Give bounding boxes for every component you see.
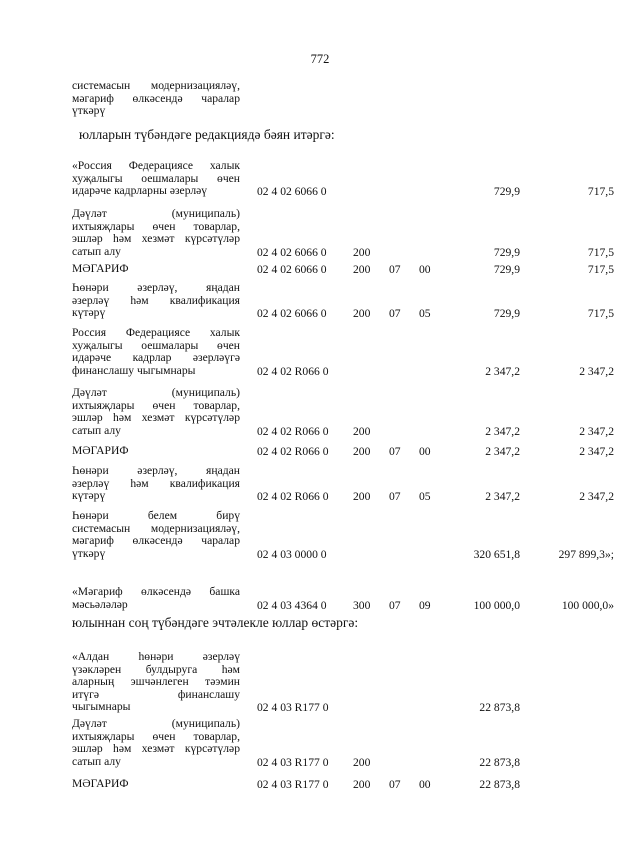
row-description-line: Һөнәри әзерләү, яңадан	[72, 464, 240, 477]
target-article-code: 02 4 03 0000 0	[257, 547, 327, 561]
expense-type-code: 200	[353, 307, 371, 321]
subsection-code: 00	[419, 778, 431, 791]
expense-type-code: 200	[353, 755, 371, 769]
target-article-code: 02 4 03 4364 0	[257, 598, 327, 612]
row-description-line: «Россия Федерациясе халык	[72, 159, 240, 172]
row-description-line: ихтыяҗлары өчен товарлар,	[72, 219, 240, 233]
target-article-code: 02 4 03 R177 0	[257, 755, 329, 769]
target-article-code: 02 4 02 6066 0	[257, 185, 327, 199]
row-description-line: Һөнәри әзерләү, яңадан	[72, 281, 240, 294]
expense-type-code: 200	[353, 445, 371, 458]
amount-year-1: 320 651,8	[473, 547, 520, 561]
row-description	[72, 445, 240, 458]
amount-year-2: 2 347,2	[579, 424, 614, 438]
expense-type-code: 200	[353, 424, 371, 438]
row-description-line: сатып алу	[72, 244, 121, 258]
row-description-line: мәсьәләләр	[72, 597, 128, 611]
row-description	[72, 282, 240, 320]
subsection-code: 09	[419, 598, 431, 612]
row-description-line: әзерләү һәм квалификация	[72, 476, 240, 490]
row-description-line: эшләр һәм хезмәт күрсәтүләр	[72, 232, 240, 246]
amount-year-2: 717,5	[587, 185, 614, 199]
target-article-code: 02 4 02 R066 0	[257, 490, 329, 504]
expense-type-code: 200	[353, 778, 371, 791]
row-description-line: хуҗалыгы оешмалары өчен	[72, 171, 240, 185]
expense-type-code: 300	[353, 598, 371, 612]
target-article-code: 02 4 02 6066 0	[257, 263, 327, 276]
amount-year-1: 22 873,8	[479, 778, 520, 791]
subsection-code: 05	[419, 307, 431, 321]
section-code: 07	[389, 263, 401, 276]
amount-year-1: 22 873,8	[479, 701, 520, 715]
row-description-line: идарәче кадрлар әзерләүгә	[72, 351, 240, 365]
row-description-line: ихтыяҗлары өчен товарлар,	[72, 398, 240, 412]
row-description-line: мәгариф өлкәсендә чаралар	[72, 534, 240, 548]
row-description-line: сатып алу	[72, 754, 121, 768]
amount-year-2: 717,5	[587, 307, 614, 321]
row-description-line: Россия Федерациясе халык	[72, 326, 240, 339]
page-number: 772	[310, 52, 330, 66]
row-description-line: финанслашу чыгымнары	[72, 363, 196, 377]
row-description-line: күтәрү	[72, 489, 106, 503]
row-description-line: Һөнәри белем бирү	[72, 509, 240, 522]
expense-type-code: 200	[353, 245, 371, 259]
target-article-code: 02 4 02 R066 0	[257, 445, 329, 458]
amount-year-2: 717,5	[587, 263, 614, 276]
instruction-2: юлыннан соң түбәндәге эчтәлекле юллар өстәргә:	[72, 615, 359, 630]
row-description-line: ихтыяҗлары өчен товарлар,	[72, 729, 240, 743]
row-description	[72, 510, 240, 560]
amount-year-1: 729,9	[493, 185, 520, 199]
amount-year-1: 22 873,8	[479, 755, 520, 769]
intro-text	[72, 80, 240, 118]
subsection-code: 00	[419, 445, 431, 458]
section-code: 07	[389, 445, 401, 458]
expense-type-code: 200	[353, 263, 371, 276]
expense-type-code: 200	[353, 490, 371, 504]
row-description	[72, 778, 240, 791]
row-description-line: сатып алу	[72, 423, 121, 437]
section-code: 07	[389, 307, 401, 321]
row-description-line: үзәкләрен булдыруга һәм	[72, 662, 240, 676]
row-description-line: идарәче кадрларны әзерләү	[72, 184, 208, 198]
amount-year-2: 717,5	[587, 245, 614, 259]
target-article-code: 02 4 02 R066 0	[257, 424, 329, 438]
row-description	[72, 718, 240, 768]
row-description-line: аларның эшчәнлеген тәэмин	[72, 675, 240, 689]
row-description-line: эшләр һәм хезмәт күрсәтүләр	[72, 411, 240, 425]
row-description-line: хуҗалыгы оешмалары өчен	[72, 338, 240, 352]
target-article-code: 02 4 02 R066 0	[257, 364, 329, 378]
row-description-line: «Алдан һөнәри әзерләү	[72, 650, 240, 663]
row-description	[72, 465, 240, 503]
row-description-line: Дәүләт (муниципаль)	[72, 386, 240, 399]
row-description-line: үткәрү	[72, 546, 106, 560]
row-description-line: эшләр һәм хезмәт күрсәтүләр	[72, 742, 240, 756]
target-article-code: 02 4 03 R177 0	[257, 701, 329, 715]
row-description	[72, 387, 240, 437]
amount-year-1: 2 347,2	[485, 490, 520, 504]
row-description-line: МӘГАРИФ	[72, 777, 129, 790]
row-description	[72, 586, 240, 611]
intro-line: мәгариф өлкәсендә чаралар	[72, 91, 240, 105]
amount-year-1: 2 347,2	[485, 445, 520, 458]
row-description-line: чыгымнары	[72, 700, 131, 714]
row-description	[72, 208, 240, 258]
row-description-line: күтәрү	[72, 306, 106, 320]
amount-year-1: 729,9	[493, 245, 520, 259]
amount-year-1: 729,9	[493, 263, 520, 276]
amount-year-2: 297 899,3»;	[558, 547, 614, 561]
row-description-line: Дәүләт (муниципаль)	[72, 207, 240, 220]
subsection-code: 05	[419, 490, 431, 504]
row-description-line: итүгә финанслашу	[72, 687, 240, 701]
row-description-line: МӘГАРИФ	[72, 262, 129, 275]
row-description-line: системасын модернизацияләү,	[72, 521, 240, 535]
section-code: 07	[389, 778, 401, 791]
row-description-line: әзерләү һәм квалификация	[72, 293, 240, 307]
section-code: 07	[389, 598, 401, 612]
amount-year-2: 2 347,2	[579, 445, 614, 458]
row-description	[72, 160, 240, 198]
amount-year-2: 2 347,2	[579, 364, 614, 378]
subsection-code: 00	[419, 263, 431, 276]
amount-year-1: 2 347,2	[485, 424, 520, 438]
section-code: 07	[389, 490, 401, 504]
instruction-1: юлларын түбәндәге редакциядә бәян итәргә:	[79, 127, 335, 142]
amount-year-1: 100 000,0	[473, 598, 520, 612]
row-description-line: «Мәгариф өлкәсендә башка	[72, 585, 240, 598]
amount-year-1: 2 347,2	[485, 364, 520, 378]
target-article-code: 02 4 02 6066 0	[257, 245, 327, 259]
amount-year-2: 2 347,2	[579, 490, 614, 504]
intro-line: системасын модернизацияләү,	[72, 79, 240, 92]
row-description	[72, 327, 240, 377]
row-description	[72, 651, 240, 714]
row-description-line: Дәүләт (муниципаль)	[72, 717, 240, 730]
row-description	[72, 263, 240, 276]
row-description-line: МӘГАРИФ	[72, 444, 129, 457]
intro-line: үткәрү	[72, 104, 106, 118]
amount-year-2: 100 000,0»	[561, 598, 614, 612]
amount-year-1: 729,9	[493, 307, 520, 321]
target-article-code: 02 4 02 6066 0	[257, 307, 327, 321]
target-article-code: 02 4 03 R177 0	[257, 778, 329, 791]
